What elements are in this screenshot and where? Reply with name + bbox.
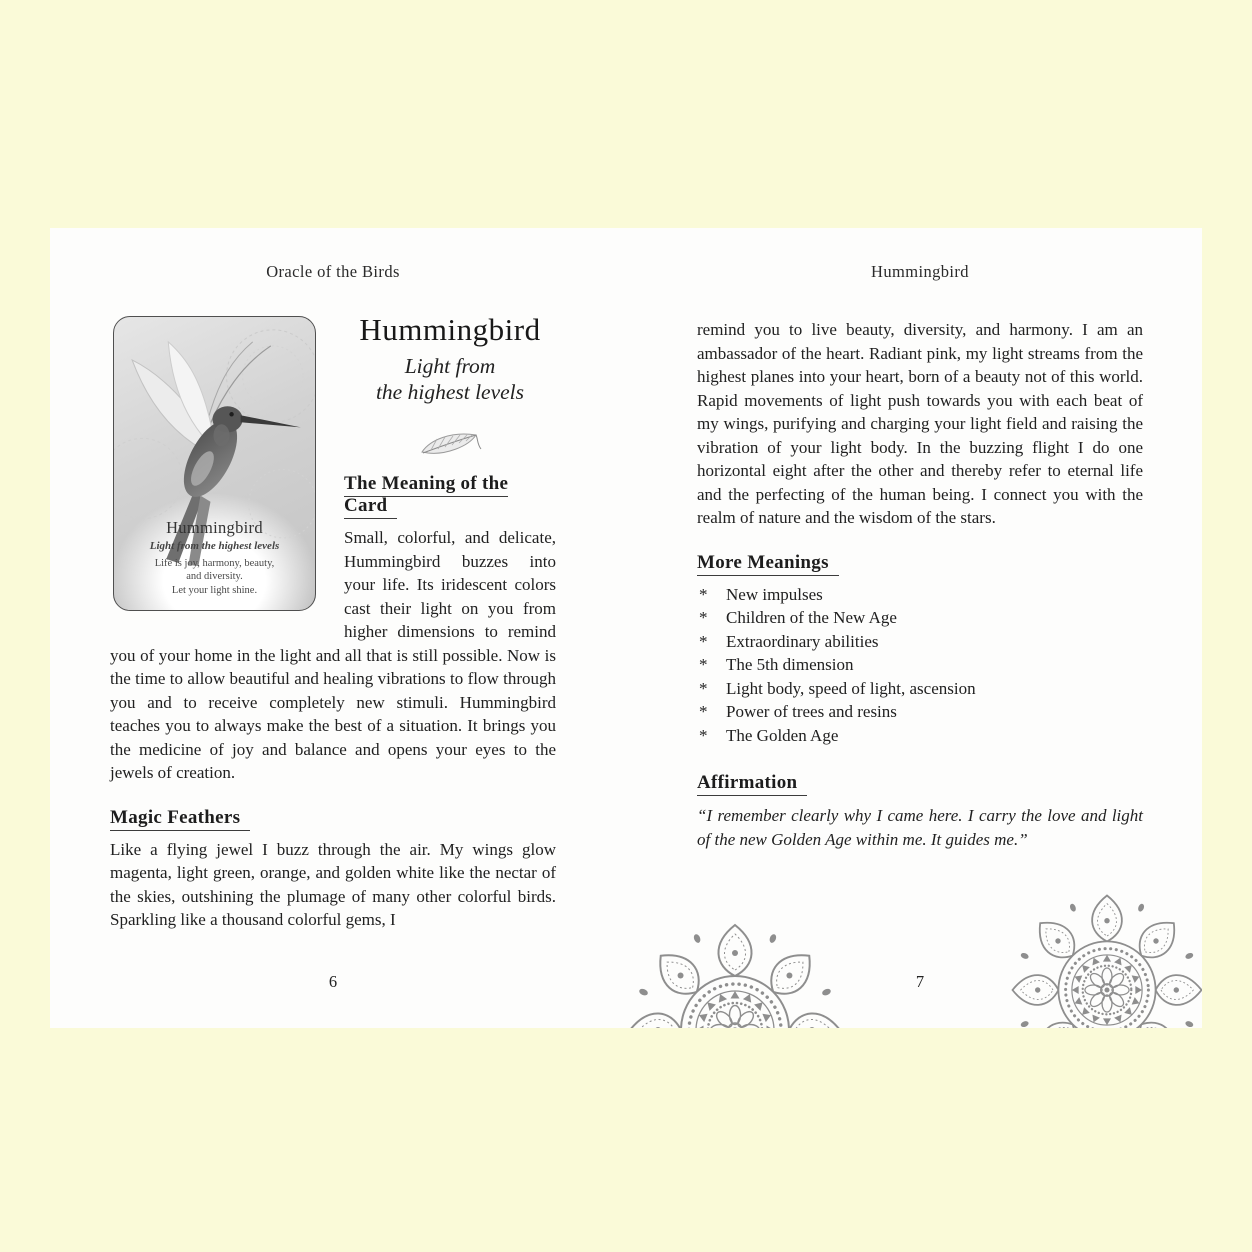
list-item-text: Children of the New Age <box>726 608 897 627</box>
list-item <box>697 583 1143 607</box>
list-item <box>697 606 1143 630</box>
left-page-number: 6 <box>328 972 338 991</box>
meaning-paragraph: Small, colorful, and delicate, Hummingbird buzzes into your life. Its iridescent colors cast their light on you from higher dimensions to remind you of your home in the light and all that is still possible. Now is the time to allow beautiful and healing vibrations to flow through you and to receive completely new stimuli. Hummingbird teaches you to always make the best of a situation. It brings you the medicine of joy and balance and opens your eyes to the jewels of creation. <box>110 528 556 782</box>
asterisk-bullet: * <box>699 631 708 651</box>
right-page <box>697 228 1143 1028</box>
asterisk-bullet: * <box>699 655 708 674</box>
continuation-paragraph: remind you to live beauty, diversity, and harmony. I am an ambassador of the heart. Radiant pink, my light streams from the highest planes into your heart, born of a beauty not of this world. Rapid movements of light push towards you with each beat of my wings, purifying and charging your light field and raising the vibration of your light body. In the buzzing flight I do one horizontal eight after the other and thereby refer to eternal life and the perfecting of the human being. I connect you with the realm of nature and the wisdom of the stars. <box>697 320 1143 527</box>
list-item <box>697 700 1143 724</box>
right-page-number: 7 <box>915 972 925 991</box>
list-item-text: The Golden Age <box>726 725 839 745</box>
left-running-head: Oracle of the Birds <box>266 262 400 281</box>
book-pages <box>50 228 1202 1028</box>
magic-feathers-paragraph: Like a flying jewel I buzz through the air. My wings glow magenta, light green, orange, and golden white like the nectar of the skies, outshining the plumage of many other colorful birds. Sparkling like a thousand colorful gems, I <box>110 839 556 929</box>
card-keyword-line: and diversity. <box>186 571 243 582</box>
list-item-text: Extraordinary abilities <box>726 631 879 651</box>
chapter-subtitle-line2: the highest levels <box>375 380 525 404</box>
card-caption <box>114 518 315 598</box>
list-item <box>697 677 1143 701</box>
list-item-text: New impulses <box>726 584 823 604</box>
list-item <box>697 653 1143 677</box>
feather-icon <box>417 428 483 458</box>
asterisk-bullet: * <box>699 678 708 698</box>
list-item-text: Power of trees and resins <box>726 702 897 721</box>
asterisk-bullet: * <box>699 584 708 604</box>
list-item <box>697 630 1143 654</box>
card-keyword-line: Life is joy, harmony, beauty, <box>154 557 275 569</box>
chapter-title: Hummingbird <box>359 312 541 347</box>
asterisk-bullet: * <box>699 725 708 745</box>
list-item-text: Light body, speed of light, ascension <box>726 678 976 698</box>
list-item <box>697 724 1143 748</box>
list-item-text: The 5th dimension <box>726 655 854 674</box>
affirmation-heading: Affirmation <box>697 772 1143 794</box>
magic-feathers-heading: Magic Feathers <box>110 807 556 829</box>
chapter-subtitle-line1: Light from <box>404 354 496 378</box>
more-meanings-heading: More Meanings <box>697 552 1143 574</box>
asterisk-bullet: * <box>699 608 708 627</box>
left-page <box>110 228 556 1028</box>
card-subtitle: Light from the highest levels <box>149 539 280 552</box>
asterisk-bullet: * <box>699 702 708 721</box>
card-keyword-line: Let your light shine. <box>171 584 258 596</box>
card-title: Hummingbird <box>166 517 263 537</box>
card-keywords <box>114 557 315 598</box>
meaning-heading: The Meaning of the Card <box>110 473 556 517</box>
affirmation-quote: “I remember clearly why I came here. I carry the love and light of the new Golden Age within me. It guides me.” <box>697 806 1143 849</box>
more-meanings-list <box>697 583 1143 748</box>
oracle-card <box>113 316 316 611</box>
right-running-head: Hummingbird <box>871 262 969 281</box>
